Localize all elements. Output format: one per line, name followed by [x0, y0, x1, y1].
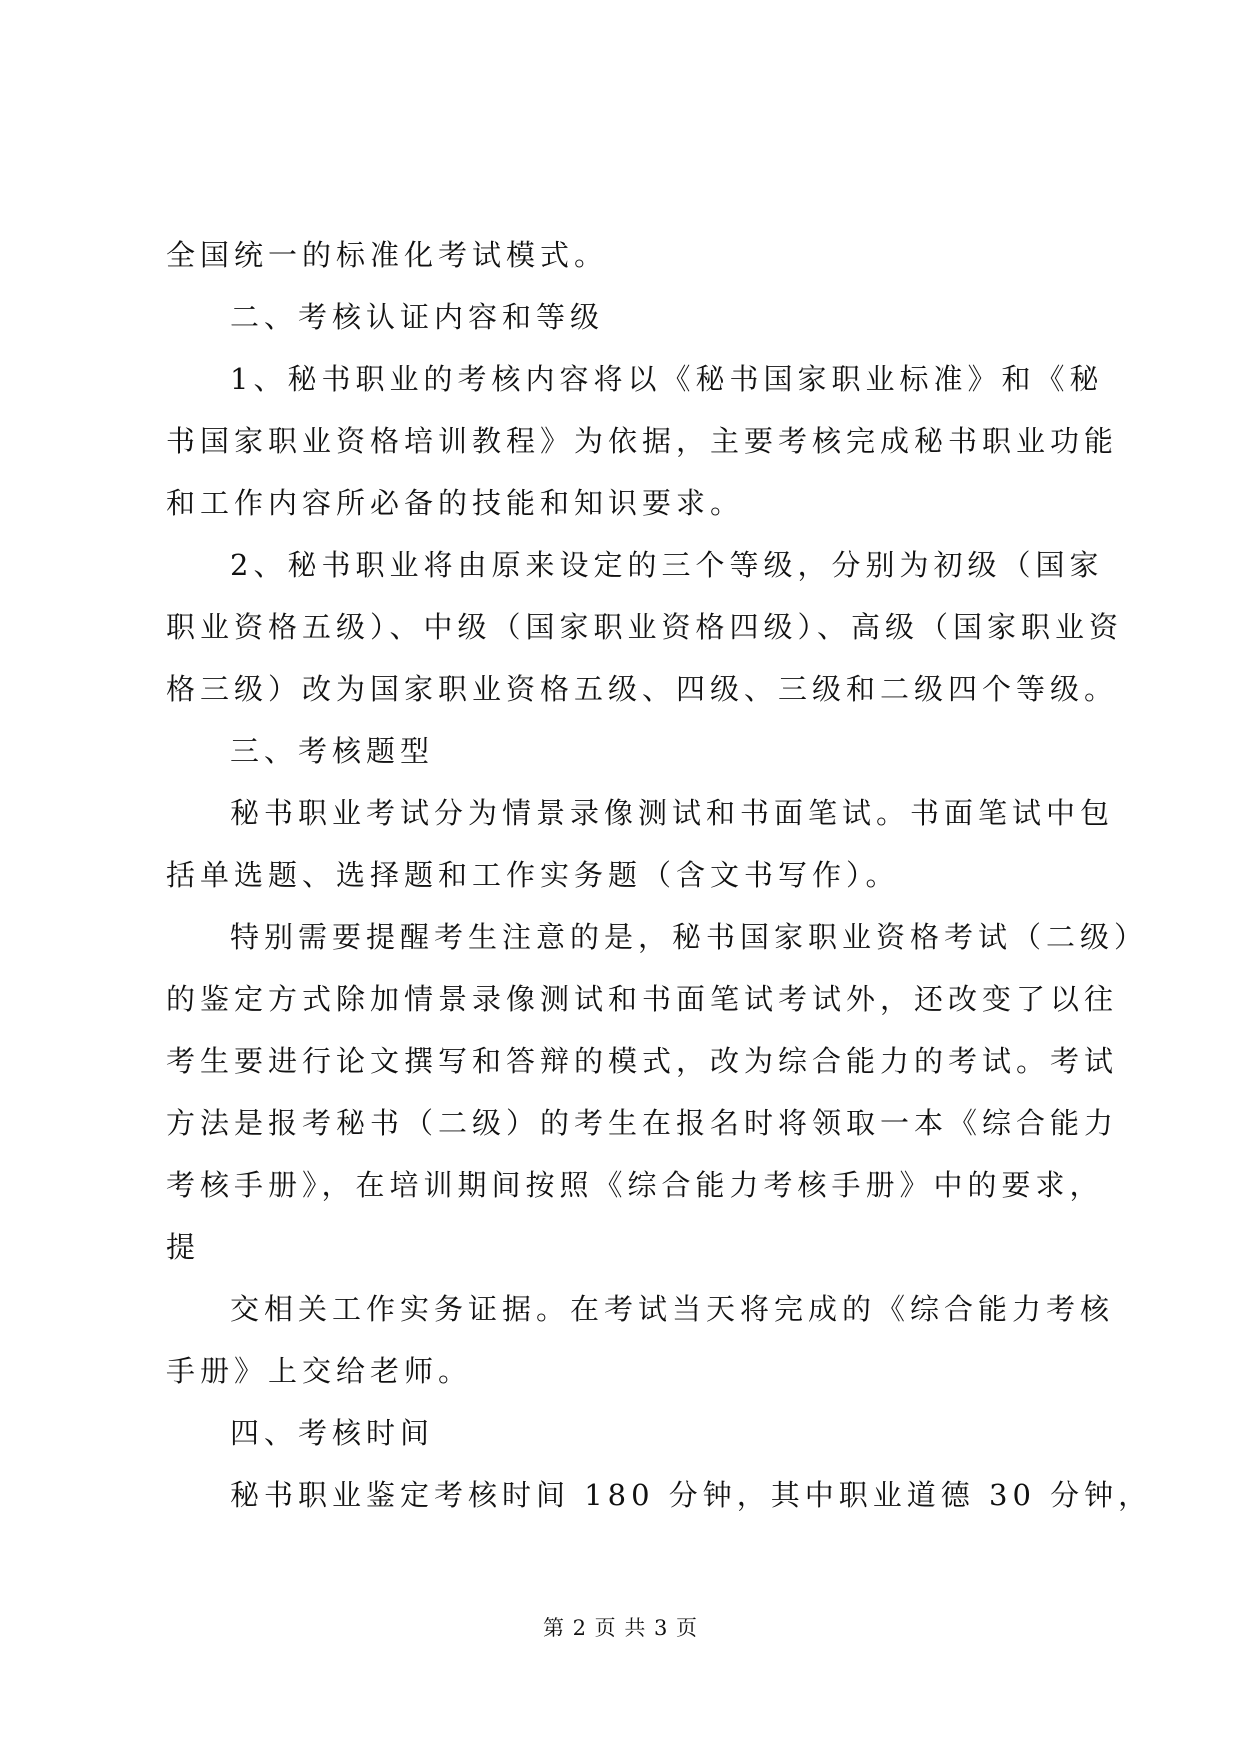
text-line: 括单选题、选择题和工作实务题（含文书写作）。	[166, 858, 900, 892]
text-line: 特别需要提醒考生注意的是，秘书国家职业资格考试（二级）	[230, 920, 1149, 954]
text-line: 提	[166, 1230, 201, 1264]
section-heading: 二、考核认证内容和等级	[230, 300, 605, 334]
text-line: 1、秘书职业的考核内容将以《秘书国家职业标准》和《秘	[230, 362, 1104, 396]
text-line: 考核手册》，在培训期间按照《综合能力考核手册》中的要求，	[166, 1168, 1104, 1202]
text-line: 的鉴定方式除加情景录像测试和书面笔试考试外，还改变了以往	[166, 982, 1119, 1016]
text-line: 秘书职业考试分为情景录像测试和书面笔试。书面笔试中包	[230, 796, 1115, 830]
text-line: 职业资格五级）、中级（国家职业资格四级）、高级（国家职业资	[166, 610, 1124, 644]
text-line: 格三级）改为国家职业资格五级、四级、三级和二级四个等级。	[166, 672, 1119, 706]
text-line: 手册》上交给老师。	[166, 1354, 473, 1388]
text-line: 2、秘书职业将由原来设定的三个等级，分别为初级（国家	[230, 548, 1104, 582]
text-line: 交相关工作实务证据。在考试当天将完成的《综合能力考核	[230, 1292, 1115, 1326]
page-number-footer: 第 2 页 共 3 页	[542, 1616, 699, 1640]
text-line: 和工作内容所必备的技能和知识要求。	[166, 486, 745, 520]
text-line: 方法是报考秘书（二级）的考生在报名时将领取一本《综合能力	[166, 1106, 1119, 1140]
section-heading: 三、考核题型	[230, 734, 435, 768]
section-heading: 四、考核时间	[230, 1416, 435, 1450]
text-line: 书国家职业资格培训教程》为依据，主要考核完成秘书职业功能	[166, 424, 1119, 458]
text-line: 全国统一的标准化考试模式。	[166, 238, 609, 272]
text-line: 考生要进行论文撰写和答辩的模式，改为综合能力的考试。考试	[166, 1044, 1119, 1078]
document-body	[166, 224, 1153, 1526]
text-line: 秘书职业鉴定考核时间 180 分钟，其中职业道德 30 分钟，	[230, 1478, 1153, 1512]
